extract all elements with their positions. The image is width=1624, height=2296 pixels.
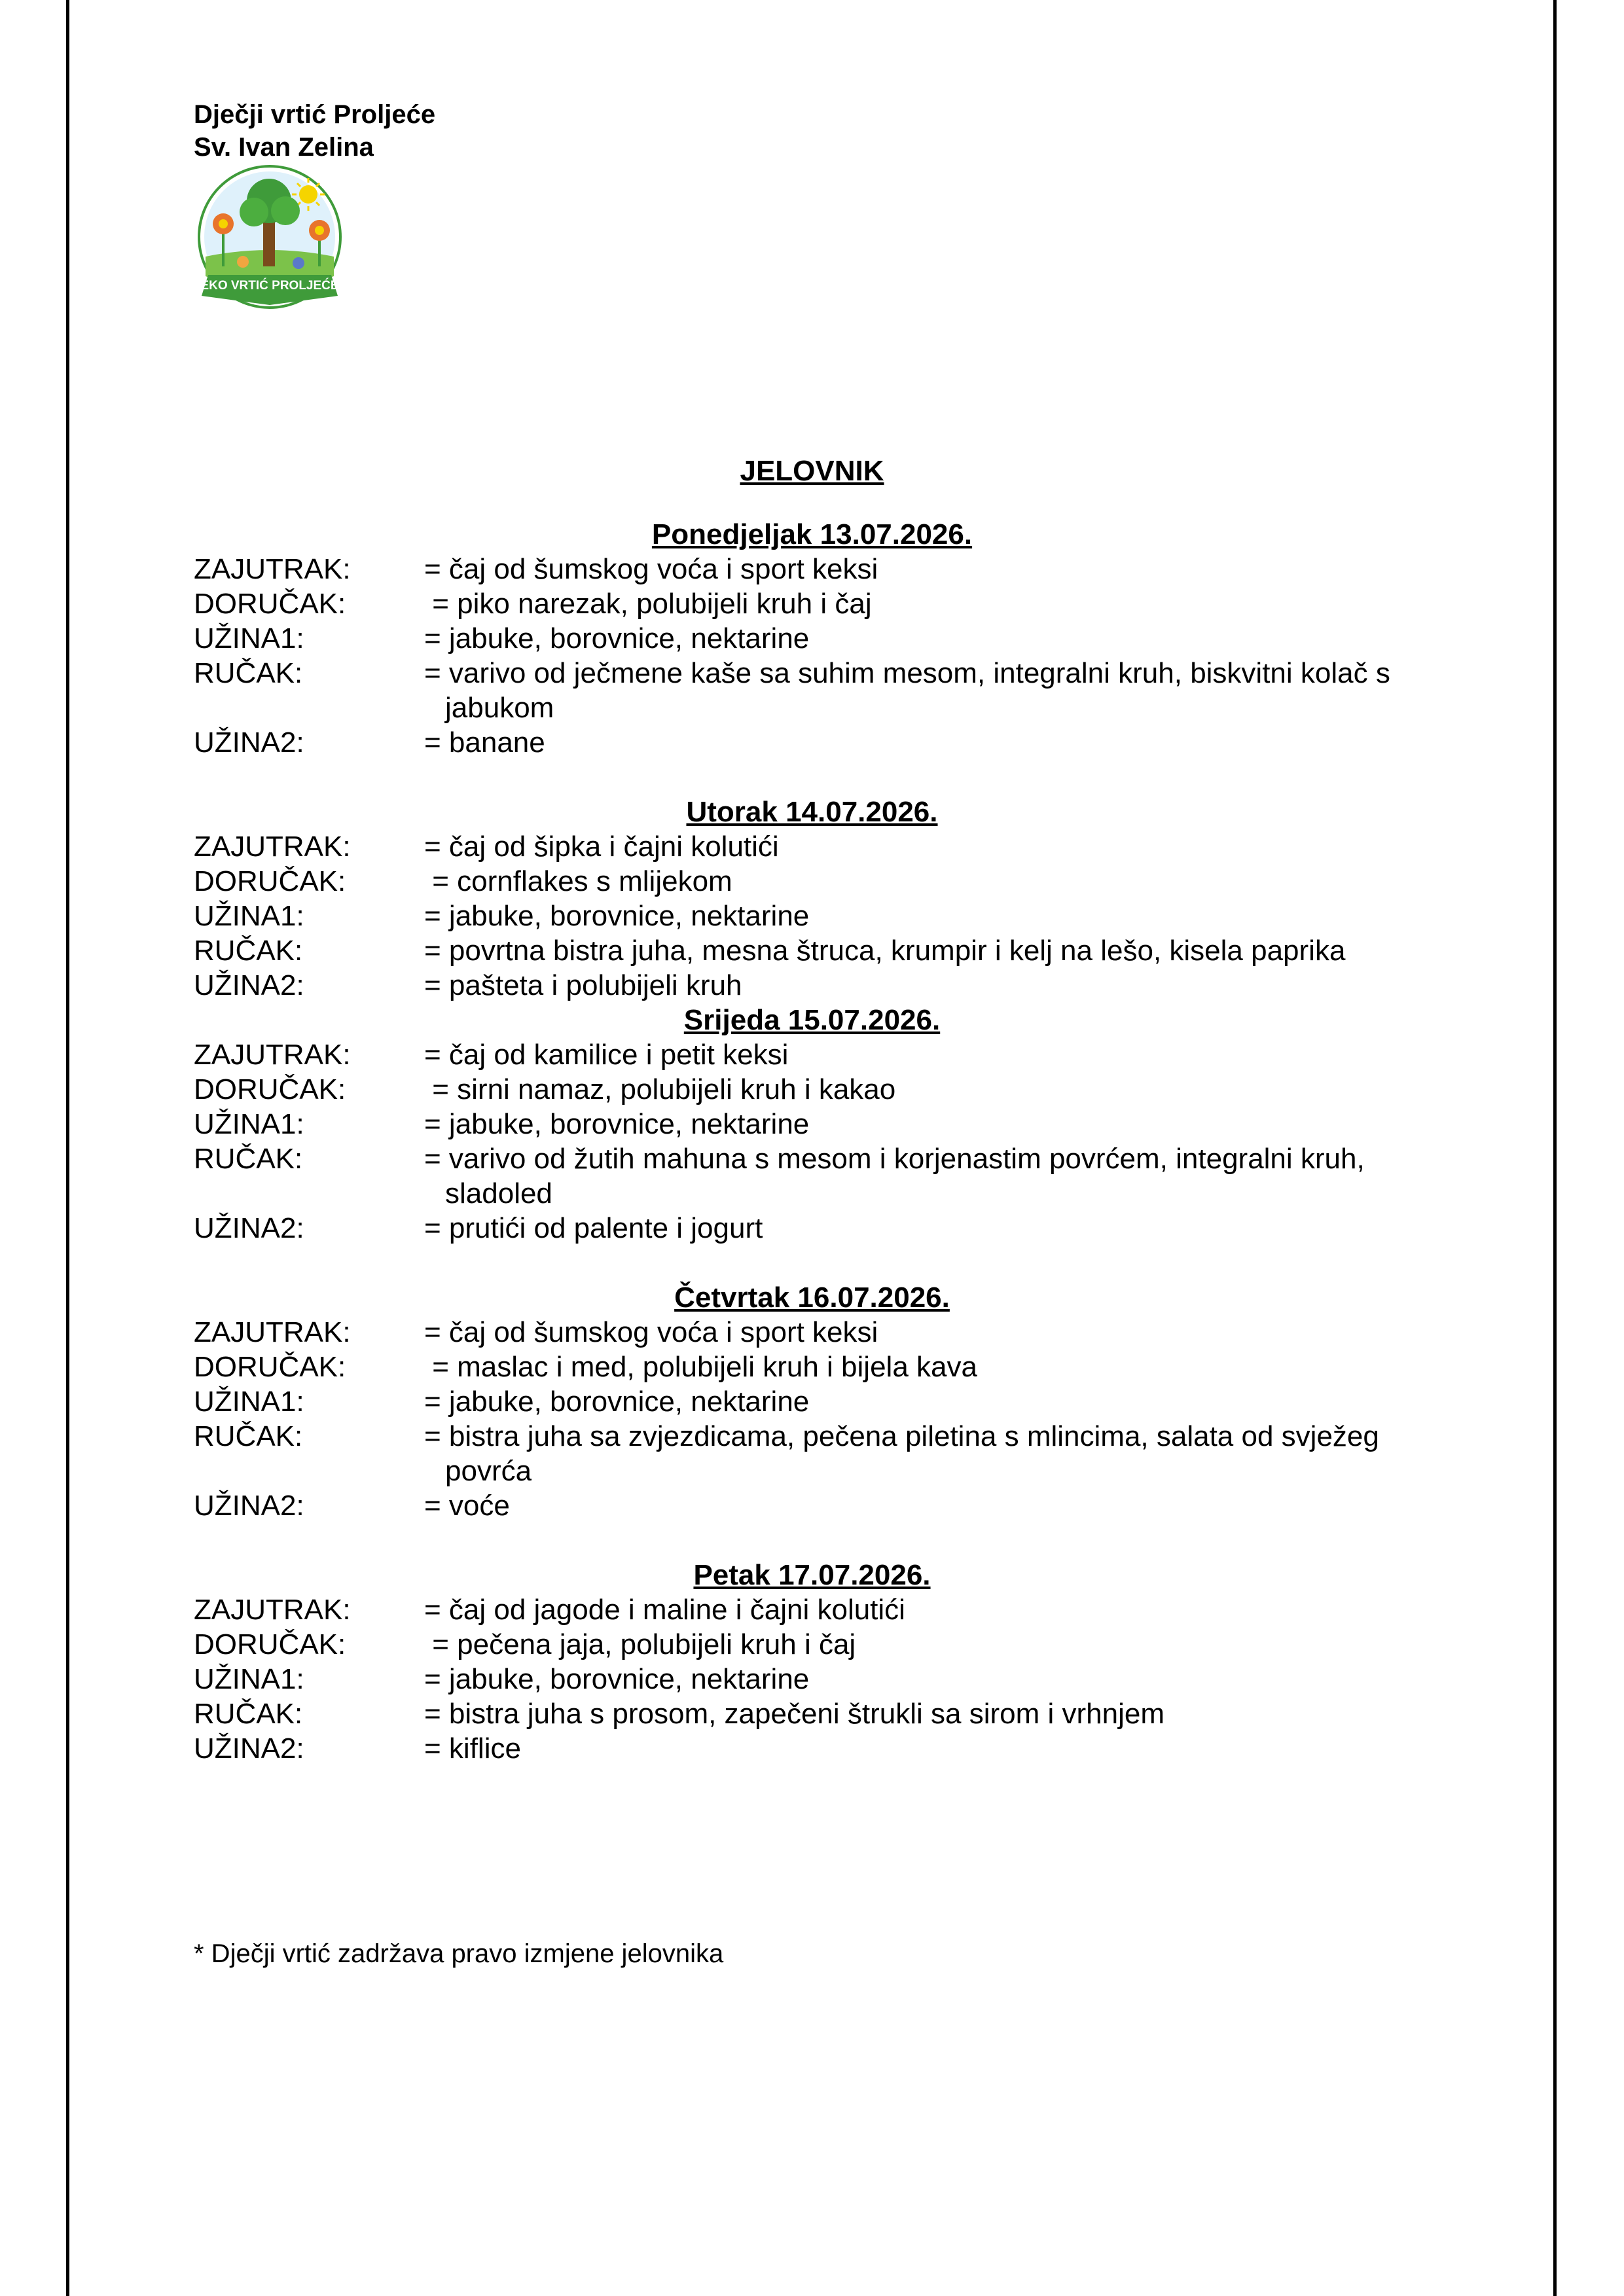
meal-label: DORUČAK: <box>194 1073 346 1105</box>
meal-description: = voće <box>424 1490 510 1522</box>
meal-row <box>194 1488 1457 1523</box>
meal-description: = čaj od kamilice i petit keksi <box>424 1039 789 1071</box>
kindergarten-location: Sv. Ivan Zelina <box>194 133 374 162</box>
logo-text: EKO VRTIĆ PROLJEĆE <box>200 279 339 293</box>
meal-label: ZAJUTRAK: <box>194 1316 351 1348</box>
meal-label: UŽINA1: <box>194 1386 304 1418</box>
day-title: Četvrtak 16.07.2026. <box>674 1282 950 1314</box>
day-section <box>194 1280 1457 1523</box>
meal-description: = jabuke, borovnice, nektarine <box>424 1108 810 1140</box>
meal-label: DORUČAK: <box>194 1628 346 1660</box>
meal-row <box>194 1037 1457 1072</box>
meal-description: = čaj od šipka i čajni kolutići <box>424 831 779 863</box>
meal-description: = bistra juha sa zvjezdicama, pečena piletina s mlincima, salata od svježeg povrća <box>424 1420 1379 1487</box>
meal-description: = pečena jaja, polubijeli kruh i čaj <box>424 1628 856 1660</box>
meal-description: = piko narezak, polubijeli kruh i čaj <box>424 588 872 620</box>
meal-description: = cornflakes s mlijekom <box>424 865 732 897</box>
meal-description: = prutići od palente i jogurt <box>424 1212 763 1244</box>
meal-description: = jabuke, borovnice, nektarine <box>424 1386 810 1418</box>
meal-description: = maslac i med, polubijeli kruh i bijela kava <box>424 1351 977 1383</box>
meal-description: = čaj od jagode i maline i čajni kolutići <box>424 1594 905 1626</box>
meal-label: DORUČAK: <box>194 588 346 620</box>
meal-label: UŽINA1: <box>194 1663 304 1695</box>
meal-description: = jabuke, borovnice, nektarine <box>424 1663 810 1695</box>
meal-description: = jabuke, borovnice, nektarine <box>424 622 810 655</box>
meal-description: = čaj od šumskog voća i sport keksi <box>424 553 878 585</box>
header <box>194 98 435 164</box>
meal-description: = sirni namaz, polubijeli kruh i kakao <box>424 1073 896 1105</box>
meal-description: = jabuke, borovnice, nektarine <box>424 900 810 932</box>
day-title: Petak 17.07.2026. <box>693 1559 931 1591</box>
meal-label: RUČAK: <box>194 657 303 689</box>
meal-label: UŽINA1: <box>194 1108 304 1140</box>
meal-row <box>194 1696 1457 1731</box>
page-border-left <box>66 0 69 2296</box>
meal-label: ZAJUTRAK: <box>194 553 351 585</box>
meal-row <box>194 1419 1457 1488</box>
meal-label: UŽINA2: <box>194 969 304 1001</box>
footnote: * Dječji vrtić zadržava pravo izmjene jelovnika <box>194 1939 724 1968</box>
day-section <box>194 1558 1457 1766</box>
meal-label: UŽINA1: <box>194 900 304 932</box>
meal-label: UŽINA2: <box>194 1490 304 1522</box>
meal-row <box>194 968 1457 1003</box>
meal-label: UŽINA1: <box>194 622 304 655</box>
meal-row <box>194 1072 1457 1107</box>
meal-description: = pašteta i polubijeli kruh <box>424 969 742 1001</box>
meal-row <box>194 552 1457 586</box>
day-title: Ponedjeljak 13.07.2026. <box>651 518 973 550</box>
meal-row <box>194 1592 1457 1627</box>
meal-label: ZAJUTRAK: <box>194 1039 351 1071</box>
meal-label: ZAJUTRAK: <box>194 1594 351 1626</box>
meal-label: DORUČAK: <box>194 1351 346 1383</box>
meal-label: DORUČAK: <box>194 865 346 897</box>
meal-row <box>194 656 1457 725</box>
day-title: Utorak 14.07.2026. <box>686 796 938 828</box>
day-section <box>194 1003 1457 1246</box>
meal-row <box>194 1107 1457 1141</box>
meal-description: = bistra juha s prosom, zapečeni štrukli sa sirom i vrhnjem <box>424 1698 1164 1730</box>
meal-row <box>194 1141 1457 1211</box>
page-border-right <box>1553 0 1557 2296</box>
meal-label: RUČAK: <box>194 1143 303 1175</box>
meal-description: = čaj od šumskog voća i sport keksi <box>424 1316 878 1348</box>
meal-row <box>194 864 1457 899</box>
meal-label: ZAJUTRAK: <box>194 831 351 863</box>
meal-description: = varivo od ječmene kaše sa suhim mesom, integralni kruh, biskvitni kolač s jabukom <box>424 657 1390 724</box>
meal-label: UŽINA2: <box>194 1732 304 1765</box>
day-section <box>194 517 1457 760</box>
meal-label: UŽINA2: <box>194 1212 304 1244</box>
weekly-menu <box>194 517 1457 1766</box>
meal-row <box>194 1211 1457 1246</box>
meal-label: UŽINA2: <box>194 726 304 759</box>
day-title: Srijeda 15.07.2026. <box>683 1004 941 1036</box>
menu-title: JELOVNIK <box>740 455 884 487</box>
meal-row <box>194 586 1457 621</box>
meal-description: = povrtna bistra juha, mesna štruca, krumpir i kelj na lešo, kisela paprika <box>424 935 1346 967</box>
meal-label: RUČAK: <box>194 935 303 967</box>
meal-row <box>194 933 1457 968</box>
day-section <box>194 795 1457 1003</box>
kindergarten-name: Dječji vrtić Proljeće <box>194 100 436 129</box>
meal-row <box>194 1731 1457 1766</box>
meal-row <box>194 899 1457 933</box>
meal-row <box>194 1315 1457 1350</box>
meal-row <box>194 1350 1457 1384</box>
meal-row <box>194 725 1457 760</box>
meal-row <box>194 1384 1457 1419</box>
meal-label: RUČAK: <box>194 1698 303 1730</box>
meal-row <box>194 829 1457 864</box>
meal-description: = banane <box>424 726 545 759</box>
meal-row <box>194 621 1457 656</box>
meal-row <box>194 1662 1457 1696</box>
meal-row <box>194 1627 1457 1662</box>
meal-label: RUČAK: <box>194 1420 303 1452</box>
meal-description: = kiflice <box>424 1732 521 1765</box>
meal-description: = varivo od žutih mahuna s mesom i korjenastim povrćem, integralni kruh, sladoled <box>424 1143 1365 1210</box>
